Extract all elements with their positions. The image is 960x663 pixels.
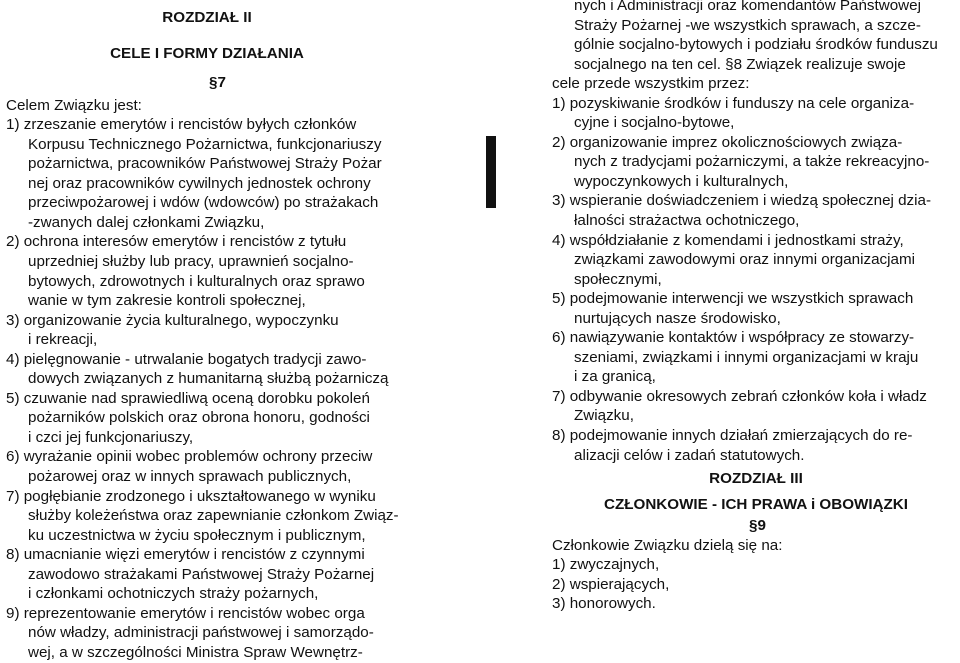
text-line: Związku, [574,407,634,425]
text-line: dowych związanych z humanitarną służbą pożarniczą [28,370,389,388]
text-line: 2) ochrona interesów emerytów i rencistów z tytułu [6,233,347,251]
text-line: 7) odbywanie okresowych zebrań członków koła i władz [552,387,927,405]
text-line: 5) czuwanie nad sprawiedliwą oceną dorobku pokoleń [6,389,370,407]
right-column [552,0,960,614]
text-line: nej oraz pracowników cywilnych jednostek ochrony [28,174,371,192]
vertical-bar-mark [486,136,496,208]
left-column [6,0,408,663]
text-line: socjalnego na ten cel. §8 Związek realizuje swoje [574,55,906,73]
text-line: wypoczynkowych i kulturalnych, [574,172,789,190]
text-line: związkami zawodowymi oraz innymi organizacjami [574,251,915,269]
text-line: 1) zrzeszanie emerytów i rencistów byłych członków [6,116,357,134]
text-line: 8) podejmowanie innych działań zmierzających do re- [552,427,913,445]
text-line: 5) podejmowanie interwencji we wszystkich sprawach [552,290,914,308]
text-line: bytowych, zdrowotnych i kulturalnych oraz sprawo [28,272,365,290]
text-line: pożarowej oraz w innych sprawach publicznych, [28,468,352,486]
chapter-title-3: CZŁONKOWIE - ICH PRAWA i OBOWIĄZKI [603,495,908,513]
text-line: i czci jej funkcjonariuszy, [28,428,194,446]
text-line: 6) nawiązywanie kontaktów i współpracy ze stowarzy- [552,329,915,347]
text-line: wanie w tym zakresie kontroli społecznej, [28,292,306,310]
text-line: pożarników polskich oraz obrona honoru, godności [28,409,370,427]
text-line: -zwanych dalej członkami Związku, [28,213,265,231]
text-line: uprzedniej służby lub pracy, uprawnień socjalno- [28,253,354,271]
text-line: nurtujących nasze środowisko, [574,309,781,327]
text-line: Straży Pożarnej -we wszystkich sprawach, a szcze- [574,16,921,34]
text-line: 1) zwyczajnych, [552,556,660,574]
text-line: służby koleżeństwa oraz zapewnianie członkom Związ- [28,507,399,525]
text-line: cyjne i socjalno-bytowe, [574,114,735,132]
text-line: zawodowo strażakami Państwowej Straży Pożarnej [28,565,375,583]
chapter-heading-3: ROZDZIAŁ III [709,470,803,488]
text-line: przeciwpożarowej i wdów (wdowców) po strażakach [28,194,379,212]
text-line: 6) wyrażanie opinii wobec problemów ochrony przeciw [6,448,373,466]
text-line: i rekreacji, [28,331,98,349]
text-line: 3) honorowych. [552,595,656,613]
text-line: 2) wspierających, [552,575,670,593]
text-line: szeniami, związkami i innymi organizacjami w kraju [574,348,919,366]
text-line: Członkowie Związku dzielą się na: [552,536,783,554]
text-line: 8) umacnianie więzi emerytów i rencistów z czynnymi [6,546,365,564]
text-line: gólnie socjalno-bytowych i podziału środków funduszu [574,36,938,54]
text-line: i członkami ochotniczych straży pożarnych, [28,585,319,603]
text-line: 3) wspieranie doświadczeniem i wiedzą społecznej dzia- [552,192,932,210]
text-line: społecznymi, [574,270,662,288]
text-line: 4) współdziałanie z komendami i jednostkami straży, [552,231,904,249]
text-line: łalności strażactwa ochotniczego, [574,212,800,230]
text-line: 9) reprezentowanie emerytów i rencistów wobec orga [6,604,365,622]
paragraph-mark-9: §9 [749,517,766,535]
text-line: 1) pozyskiwanie środków i funduszy na cele organiza- [552,94,915,112]
text-line: Korpusu Technicznego Pożarnictwa, funkcjonariuszy [28,135,382,153]
text-line: Celem Związku jest: [6,96,142,114]
text-line: 3) organizowanie życia kulturalnego, wypoczynku [6,311,339,329]
text-line: nych z tradycjami pożarniczymi, a także rekreacyjno- [574,153,930,171]
text-line: nych i Administracji oraz komendantów Państwowej [574,0,921,14]
text-line: cele przede wszystkim przez: [552,75,750,93]
text-line: 7) pogłębianie zrodzonego i ukształtowanego w wyniku [6,487,376,505]
text-line: pożarnictwa, pracowników Państwowej Straży Pożar [28,155,382,173]
text-line: 4) pielęgnowanie - utrwalanie bogatych tradycji zawo- [6,350,367,368]
text-line: wej, a w szczególności Ministra Spraw Wewnętrz- [28,643,363,661]
paragraph-mark-7: §7 [209,74,226,92]
chapter-title: CELE I FORMY DZIAŁANIA [110,44,304,62]
text-line: nów władzy, administracji państwowej i samorządo- [28,624,374,642]
text-line: alizacji celów i zadań statutowych. [574,446,805,464]
text-line: 2) organizowanie imprez okolicznościowych związa- [552,133,903,151]
text-line: ku uczestnictwa w życiu społecznym i publicznym, [28,526,366,544]
chapter-heading: ROZDZIAŁ II [162,9,252,26]
text-line: i za granicą, [574,368,656,386]
